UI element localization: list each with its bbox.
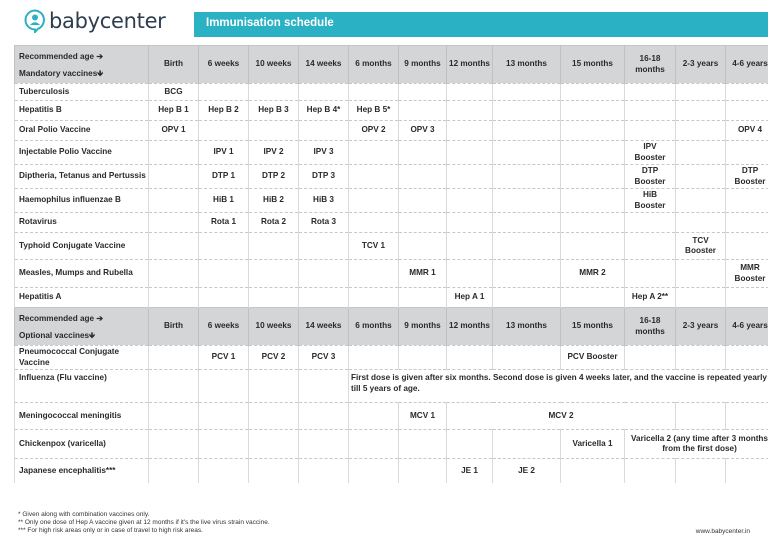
dose-cell bbox=[726, 141, 768, 165]
vaccine-name: Haemophilus influenzae B bbox=[15, 189, 149, 213]
dose-cell bbox=[399, 288, 447, 308]
dose-cell bbox=[349, 288, 399, 308]
dose-cell bbox=[149, 213, 199, 233]
dose-cell bbox=[149, 165, 199, 189]
dose-cell bbox=[149, 430, 199, 459]
vaccine-row bbox=[15, 165, 768, 189]
dose-cell bbox=[561, 189, 625, 213]
age-col-header: 9 months bbox=[399, 46, 447, 84]
dose-cell bbox=[447, 141, 493, 165]
dose-cell bbox=[399, 165, 447, 189]
page-title: Immunisation schedule bbox=[206, 17, 334, 29]
dose-cell bbox=[299, 288, 349, 308]
dose-cell: JE 2 bbox=[493, 459, 561, 483]
vaccine-row bbox=[15, 288, 768, 308]
dose-cell: Rota 2 bbox=[249, 213, 299, 233]
dose-cell bbox=[399, 346, 447, 370]
age-col-header: 9 months bbox=[399, 308, 447, 346]
dose-cell bbox=[249, 403, 299, 430]
vaccine-row-pcv bbox=[15, 346, 768, 370]
recommended-age-label: Recommended age ➔ bbox=[19, 313, 104, 323]
dose-cell bbox=[676, 141, 726, 165]
age-col-header: 2-3 years bbox=[676, 46, 726, 84]
dose-cell bbox=[199, 260, 249, 288]
footnote: *** For high risk areas only or in case of travel to high risk areas. bbox=[18, 527, 203, 535]
age-col-header: 15 months bbox=[561, 46, 625, 84]
dose-cell: DTP Booster bbox=[625, 165, 676, 189]
dose-cell bbox=[399, 101, 447, 121]
header bbox=[0, 0, 768, 40]
dose-cell bbox=[676, 84, 726, 101]
dose-cell bbox=[399, 189, 447, 213]
vaccine-row-flu bbox=[15, 370, 768, 403]
dose-cell: HiB 2 bbox=[249, 189, 299, 213]
dose-cell bbox=[299, 403, 349, 430]
age-col-header: 14 weeks bbox=[299, 46, 349, 84]
dose-cell bbox=[349, 260, 399, 288]
age-col-header: Birth bbox=[149, 308, 199, 346]
vaccine-name: Typhoid Conjugate Vaccine bbox=[15, 233, 149, 260]
vaccine-name: Hepatitis A bbox=[15, 288, 149, 308]
vaccine-name: Diptheria, Tetanus and Pertussis bbox=[15, 165, 149, 189]
dose-cell bbox=[676, 346, 726, 370]
dose-cell bbox=[676, 121, 726, 141]
dose-cell bbox=[349, 403, 399, 430]
dose-cell bbox=[299, 233, 349, 260]
dose-cell: PCV Booster bbox=[561, 346, 625, 370]
footnote: ** Only one dose of Hep A vaccine given at 12 months if it's the live virus strain vaccine. bbox=[18, 519, 270, 527]
vaccine-name: Oral Polio Vaccine bbox=[15, 121, 149, 141]
dose-cell bbox=[676, 213, 726, 233]
dose-cell bbox=[447, 213, 493, 233]
dose-cell bbox=[199, 121, 249, 141]
age-col-header: 4-6 years bbox=[726, 46, 768, 84]
dose-cell bbox=[625, 260, 676, 288]
age-col-header: 16-18 months bbox=[625, 46, 676, 84]
age-col-header: 13 months bbox=[493, 308, 561, 346]
dose-cell: IPV 3 bbox=[299, 141, 349, 165]
dose-cell bbox=[249, 260, 299, 288]
dose-cell bbox=[149, 189, 199, 213]
dose-cell bbox=[399, 141, 447, 165]
dose-cell: PCV 2 bbox=[249, 346, 299, 370]
dose-cell bbox=[493, 121, 561, 141]
dose-cell: Hep B 5* bbox=[349, 101, 399, 121]
age-col-header: 6 months bbox=[349, 308, 399, 346]
dose-cell bbox=[149, 141, 199, 165]
vaccine-row bbox=[15, 260, 768, 288]
dose-cell bbox=[561, 165, 625, 189]
dose-cell bbox=[149, 459, 199, 483]
dose-cell: HiB 1 bbox=[199, 189, 249, 213]
dose-cell: DTP Booster bbox=[726, 165, 768, 189]
mandatory-vaccines-body bbox=[15, 84, 768, 308]
dose-cell bbox=[349, 213, 399, 233]
dose-cell bbox=[493, 189, 561, 213]
dose-cell bbox=[349, 459, 399, 483]
dose-cell: HiB Booster bbox=[625, 189, 676, 213]
dose-cell: Varicella 1 bbox=[561, 430, 625, 459]
dose-cell bbox=[493, 141, 561, 165]
dose-cell: DTP 3 bbox=[299, 165, 349, 189]
dose-cell: OPV 2 bbox=[349, 121, 399, 141]
dose-cell bbox=[349, 346, 399, 370]
vaccine-row bbox=[15, 84, 768, 101]
immunisation-table bbox=[14, 45, 768, 483]
dose-cell bbox=[447, 430, 493, 459]
vaccine-row-mcv bbox=[15, 403, 768, 430]
age-col-header: 14 weeks bbox=[299, 308, 349, 346]
age-col-header: 15 months bbox=[561, 308, 625, 346]
dose-cell: HiB 3 bbox=[299, 189, 349, 213]
dose-cell bbox=[149, 403, 199, 430]
dose-cell bbox=[349, 141, 399, 165]
dose-cell bbox=[561, 459, 625, 483]
dose-cell: OPV 3 bbox=[399, 121, 447, 141]
age-col-header: Birth bbox=[149, 46, 199, 84]
dose-cell bbox=[561, 121, 625, 141]
dose-cell bbox=[625, 346, 676, 370]
dose-cell bbox=[447, 346, 493, 370]
logo-text: babycenter bbox=[49, 9, 166, 33]
dose-cell bbox=[299, 459, 349, 483]
footnotes bbox=[18, 511, 270, 536]
dose-cell: Hep B 3 bbox=[249, 101, 299, 121]
dose-cell: OPV 4 bbox=[726, 121, 768, 141]
dose-cell bbox=[625, 233, 676, 260]
age-col-header: 16-18 months bbox=[625, 308, 676, 346]
dose-cell: TCV 1 bbox=[349, 233, 399, 260]
dose-cell bbox=[399, 233, 447, 260]
dose-cell bbox=[493, 346, 561, 370]
dose-cell bbox=[399, 430, 447, 459]
dose-cell bbox=[199, 459, 249, 483]
mandatory-header-row bbox=[15, 46, 768, 84]
dose-cell: Rota 3 bbox=[299, 213, 349, 233]
dose-cell bbox=[299, 430, 349, 459]
age-col-header: 10 weeks bbox=[249, 308, 299, 346]
dose-cell: OPV 1 bbox=[149, 121, 199, 141]
dose-cell bbox=[561, 288, 625, 308]
vaccine-name: Measles, Mumps and Rubella bbox=[15, 260, 149, 288]
dose-cell: Hep B 1 bbox=[149, 101, 199, 121]
vaccine-row-je bbox=[15, 459, 768, 483]
vaccine-name: Rotavirus bbox=[15, 213, 149, 233]
age-col-header: 12 months bbox=[447, 308, 493, 346]
dose-cell bbox=[399, 84, 447, 101]
vaccine-name: Injectable Polio Vaccine bbox=[15, 141, 149, 165]
vaccine-row-varicella bbox=[15, 430, 768, 459]
age-col-header: 6 weeks bbox=[199, 308, 249, 346]
vaccine-row bbox=[15, 213, 768, 233]
optional-vaccines-label: Optional vaccines🡻 bbox=[19, 330, 95, 340]
dose-cell bbox=[726, 288, 768, 308]
dose-cell bbox=[447, 260, 493, 288]
dose-cell bbox=[493, 101, 561, 121]
dose-cell bbox=[299, 121, 349, 141]
dose-cell bbox=[625, 121, 676, 141]
dose-cell bbox=[399, 213, 447, 233]
dose-cell bbox=[625, 459, 676, 483]
dose-cell bbox=[249, 233, 299, 260]
age-col-header: 4-6 years bbox=[726, 308, 768, 346]
dose-cell bbox=[726, 189, 768, 213]
dose-cell bbox=[447, 101, 493, 121]
dose-cell bbox=[676, 260, 726, 288]
dose-cell bbox=[676, 403, 726, 430]
dose-cell bbox=[726, 459, 768, 483]
dose-cell bbox=[493, 430, 561, 459]
vaccine-row bbox=[15, 121, 768, 141]
dose-cell bbox=[249, 370, 299, 403]
baby-bubble-icon bbox=[24, 9, 46, 33]
recommended-age-label: Recommended age ➔ bbox=[19, 51, 104, 61]
mandatory-header-label bbox=[15, 46, 149, 84]
title-bar bbox=[194, 12, 768, 37]
dose-cell bbox=[349, 430, 399, 459]
dose-cell bbox=[399, 459, 447, 483]
dose-cell: PCV 3 bbox=[299, 346, 349, 370]
dose-cell: Varicella 2 (any time after 3 months from the first dose) bbox=[625, 430, 768, 459]
dose-cell bbox=[561, 141, 625, 165]
dose-cell: Rota 1 bbox=[199, 213, 249, 233]
dose-cell: MCV 2 bbox=[447, 403, 676, 430]
dose-cell bbox=[676, 101, 726, 121]
dose-cell: IPV Booster bbox=[625, 141, 676, 165]
babycenter-logo[interactable] bbox=[24, 8, 166, 34]
dose-cell bbox=[625, 84, 676, 101]
vaccine-name: Meningococcal meningitis bbox=[15, 403, 149, 430]
dose-cell bbox=[199, 430, 249, 459]
dose-cell bbox=[676, 459, 726, 483]
dose-cell bbox=[249, 288, 299, 308]
footnote: * Given along with combination vaccines only. bbox=[18, 511, 150, 518]
vaccine-row bbox=[15, 101, 768, 121]
dose-cell: Hep B 4* bbox=[299, 101, 349, 121]
dose-cell bbox=[299, 260, 349, 288]
dose-cell bbox=[726, 84, 768, 101]
age-col-header: 2-3 years bbox=[676, 308, 726, 346]
vaccine-name: Japanese encephalitis*** bbox=[15, 459, 149, 483]
dose-cell bbox=[447, 121, 493, 141]
mandatory-vaccines-label: Mandatory vaccines🡻 bbox=[19, 68, 104, 78]
dose-cell bbox=[349, 84, 399, 101]
dose-cell bbox=[299, 370, 349, 403]
vaccine-name: Pneumococcal Conjugate Vaccine bbox=[15, 346, 149, 370]
dose-cell bbox=[447, 84, 493, 101]
age-col-header: 13 months bbox=[493, 46, 561, 84]
dose-cell bbox=[349, 189, 399, 213]
dose-cell bbox=[493, 213, 561, 233]
dose-cell bbox=[199, 403, 249, 430]
dose-cell bbox=[249, 84, 299, 101]
age-col-header: 12 months bbox=[447, 46, 493, 84]
dose-cell bbox=[149, 288, 199, 308]
dose-cell bbox=[726, 233, 768, 260]
dose-cell bbox=[349, 165, 399, 189]
vaccine-row bbox=[15, 233, 768, 260]
dose-cell bbox=[726, 346, 768, 370]
age-col-header: 6 months bbox=[349, 46, 399, 84]
dose-cell bbox=[149, 233, 199, 260]
dose-cell: Hep B 2 bbox=[199, 101, 249, 121]
age-col-header: 10 weeks bbox=[249, 46, 299, 84]
dose-cell bbox=[149, 346, 199, 370]
dose-cell: DTP 1 bbox=[199, 165, 249, 189]
dose-cell bbox=[493, 260, 561, 288]
dose-cell bbox=[561, 233, 625, 260]
age-col-header: 6 weeks bbox=[199, 46, 249, 84]
dose-cell bbox=[726, 403, 768, 430]
website-link[interactable]: www.babycenter.in bbox=[695, 528, 750, 535]
dose-cell bbox=[625, 213, 676, 233]
dose-cell bbox=[493, 84, 561, 101]
optional-header-label bbox=[15, 308, 149, 346]
dose-cell bbox=[249, 459, 299, 483]
dose-cell bbox=[199, 370, 249, 403]
dose-cell bbox=[199, 233, 249, 260]
dose-cell bbox=[493, 165, 561, 189]
dose-cell: Hep A 2** bbox=[625, 288, 676, 308]
dose-cell bbox=[447, 189, 493, 213]
dose-cell: MCV 1 bbox=[399, 403, 447, 430]
dose-cell: IPV 1 bbox=[199, 141, 249, 165]
dose-cell bbox=[493, 288, 561, 308]
dose-cell: IPV 2 bbox=[249, 141, 299, 165]
dose-cell bbox=[447, 165, 493, 189]
dose-cell: DTP 2 bbox=[249, 165, 299, 189]
vaccine-name: Hepatitis B bbox=[15, 101, 149, 121]
dose-cell bbox=[676, 189, 726, 213]
dose-cell bbox=[149, 260, 199, 288]
dose-cell: Hep A 1 bbox=[447, 288, 493, 308]
dose-cell: JE 1 bbox=[447, 459, 493, 483]
dose-cell bbox=[726, 101, 768, 121]
dose-cell: MMR Booster bbox=[726, 260, 768, 288]
optional-header-row bbox=[15, 308, 768, 346]
dose-cell bbox=[493, 233, 561, 260]
vaccine-name: Influenza (Flu vaccine) bbox=[15, 370, 149, 403]
dose-cell bbox=[249, 430, 299, 459]
vaccine-row bbox=[15, 141, 768, 165]
dose-cell bbox=[561, 84, 625, 101]
dose-cell bbox=[199, 288, 249, 308]
dose-cell bbox=[249, 121, 299, 141]
dose-cell bbox=[676, 165, 726, 189]
dose-cell bbox=[299, 84, 349, 101]
dose-cell: BCG bbox=[149, 84, 199, 101]
dose-cell bbox=[561, 213, 625, 233]
dose-cell bbox=[625, 101, 676, 121]
dose-cell bbox=[676, 288, 726, 308]
dose-cell: TCV Booster bbox=[676, 233, 726, 260]
dose-cell: MMR 2 bbox=[561, 260, 625, 288]
dose-cell: MMR 1 bbox=[399, 260, 447, 288]
dose-cell bbox=[561, 101, 625, 121]
dose-cell bbox=[726, 213, 768, 233]
flu-schedule-note: First dose is given after six months. Second dose is given 4 weeks later, and the vaccine is repeated yearly till 5 years of age. bbox=[349, 370, 768, 403]
dose-cell bbox=[149, 370, 199, 403]
vaccine-row bbox=[15, 189, 768, 213]
vaccine-name: Chickenpox (varicella) bbox=[15, 430, 149, 459]
dose-cell bbox=[199, 84, 249, 101]
dose-cell: PCV 1 bbox=[199, 346, 249, 370]
vaccine-name: Tuberculosis bbox=[15, 84, 149, 101]
dose-cell bbox=[447, 233, 493, 260]
